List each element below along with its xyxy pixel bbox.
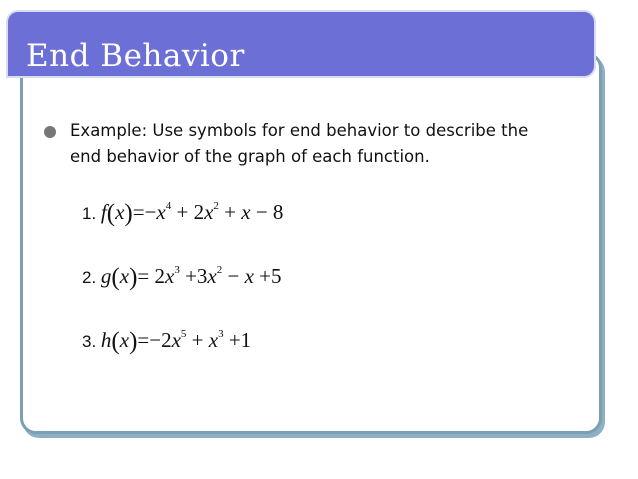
- open-paren: (: [111, 264, 120, 291]
- term: − 8: [250, 200, 284, 224]
- open-paren: (: [106, 200, 116, 227]
- bullet-text-line-1: Example: Use symbols for end behavior to describe the: [70, 121, 529, 140]
- variable: x: [207, 264, 217, 288]
- term: = 2: [137, 264, 165, 288]
- variable: x: [119, 328, 130, 352]
- close-paren: ): [129, 264, 138, 291]
- equation-3: [82, 326, 251, 354]
- function-name: g: [100, 264, 112, 288]
- exponent: 3: [218, 328, 224, 340]
- exponent: 4: [165, 200, 172, 212]
- open-paren: (: [111, 328, 120, 355]
- slide-title: End Behavior: [26, 38, 245, 74]
- exponent: 3: [174, 264, 180, 276]
- term: +5: [253, 264, 282, 288]
- function-name: h: [100, 328, 112, 352]
- variable: x: [241, 200, 251, 224]
- title-bar: [6, 10, 596, 78]
- bullet-text-line-2: end behavior of the graph of each function.: [70, 147, 430, 166]
- exponent: 5: [180, 328, 187, 340]
- variable: x: [171, 328, 181, 352]
- term: + 2: [171, 200, 205, 224]
- variable: x: [115, 200, 125, 224]
- term: =−2: [137, 328, 172, 352]
- equation-number: 3.: [82, 332, 101, 351]
- equation-2: [82, 262, 282, 290]
- variable: x: [164, 264, 175, 288]
- function-name: f: [100, 200, 107, 224]
- bullet-icon: [44, 126, 56, 138]
- exponent: 2: [213, 200, 219, 212]
- close-paren: ): [124, 200, 133, 227]
- term: +: [218, 200, 242, 224]
- term: =−: [132, 200, 157, 224]
- equation-number: 2.: [82, 268, 101, 287]
- equation-1: [82, 198, 283, 226]
- variable: x: [208, 328, 219, 352]
- variable: x: [119, 264, 130, 288]
- equation-number: 1.: [82, 204, 101, 223]
- bullet-text: [70, 118, 590, 170]
- exponent: 2: [216, 264, 223, 276]
- close-paren: ): [129, 328, 138, 355]
- term: +: [186, 328, 209, 352]
- term: −: [222, 264, 245, 288]
- term: +1: [223, 328, 252, 352]
- content-frame: [20, 52, 602, 434]
- term: +3: [179, 264, 208, 288]
- variable: x: [244, 264, 254, 288]
- variable: x: [204, 200, 214, 224]
- variable: x: [156, 200, 166, 224]
